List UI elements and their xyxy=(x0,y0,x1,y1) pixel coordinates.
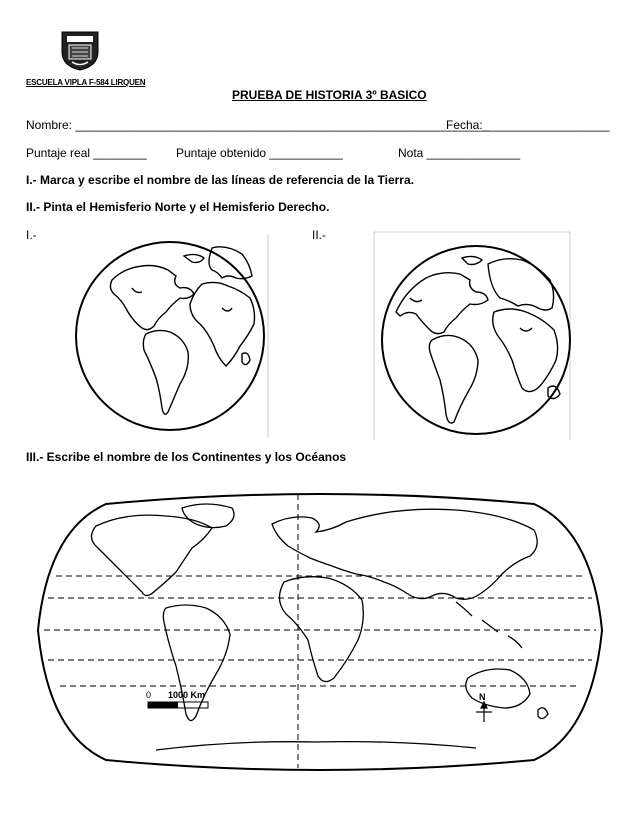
scale-distance-label: 1000 Km xyxy=(168,690,206,700)
globe-2[interactable] xyxy=(370,228,590,444)
school-crest-logo xyxy=(58,28,102,72)
globe-1[interactable] xyxy=(72,228,272,438)
school-name: ESCUELA VIPLA F-584 LIRQUEN xyxy=(26,78,146,87)
globe-2-label: II.- xyxy=(312,228,326,242)
grade-field[interactable]: Nota ______________ xyxy=(398,146,521,160)
scale-zero-label: 0 xyxy=(146,690,152,700)
globe-1-label: I.- xyxy=(26,228,37,242)
real-score-field[interactable]: Puntaje real ________ xyxy=(26,146,147,160)
page-title: PRUEBA DE HISTORIA 3º BASICO xyxy=(232,88,427,102)
date-field[interactable]: Fecha:___________________ xyxy=(446,118,610,132)
compass-north-label: N xyxy=(479,692,486,702)
world-map[interactable] xyxy=(36,490,604,772)
question-3: III.- Escribe el nombre de los Continentes y los Océanos xyxy=(26,450,347,464)
obtained-score-field[interactable]: Puntaje obtenido ___________ xyxy=(176,146,343,160)
name-field[interactable]: Nombre: ______________________________________________________________ xyxy=(26,118,490,132)
question-2: II.- Pinta el Hemisferio Norte y el Hemisferio Derecho. xyxy=(26,200,330,214)
question-1: I.- Marca y escribe el nombre de las líneas de referencia de la Tierra. xyxy=(26,173,414,187)
